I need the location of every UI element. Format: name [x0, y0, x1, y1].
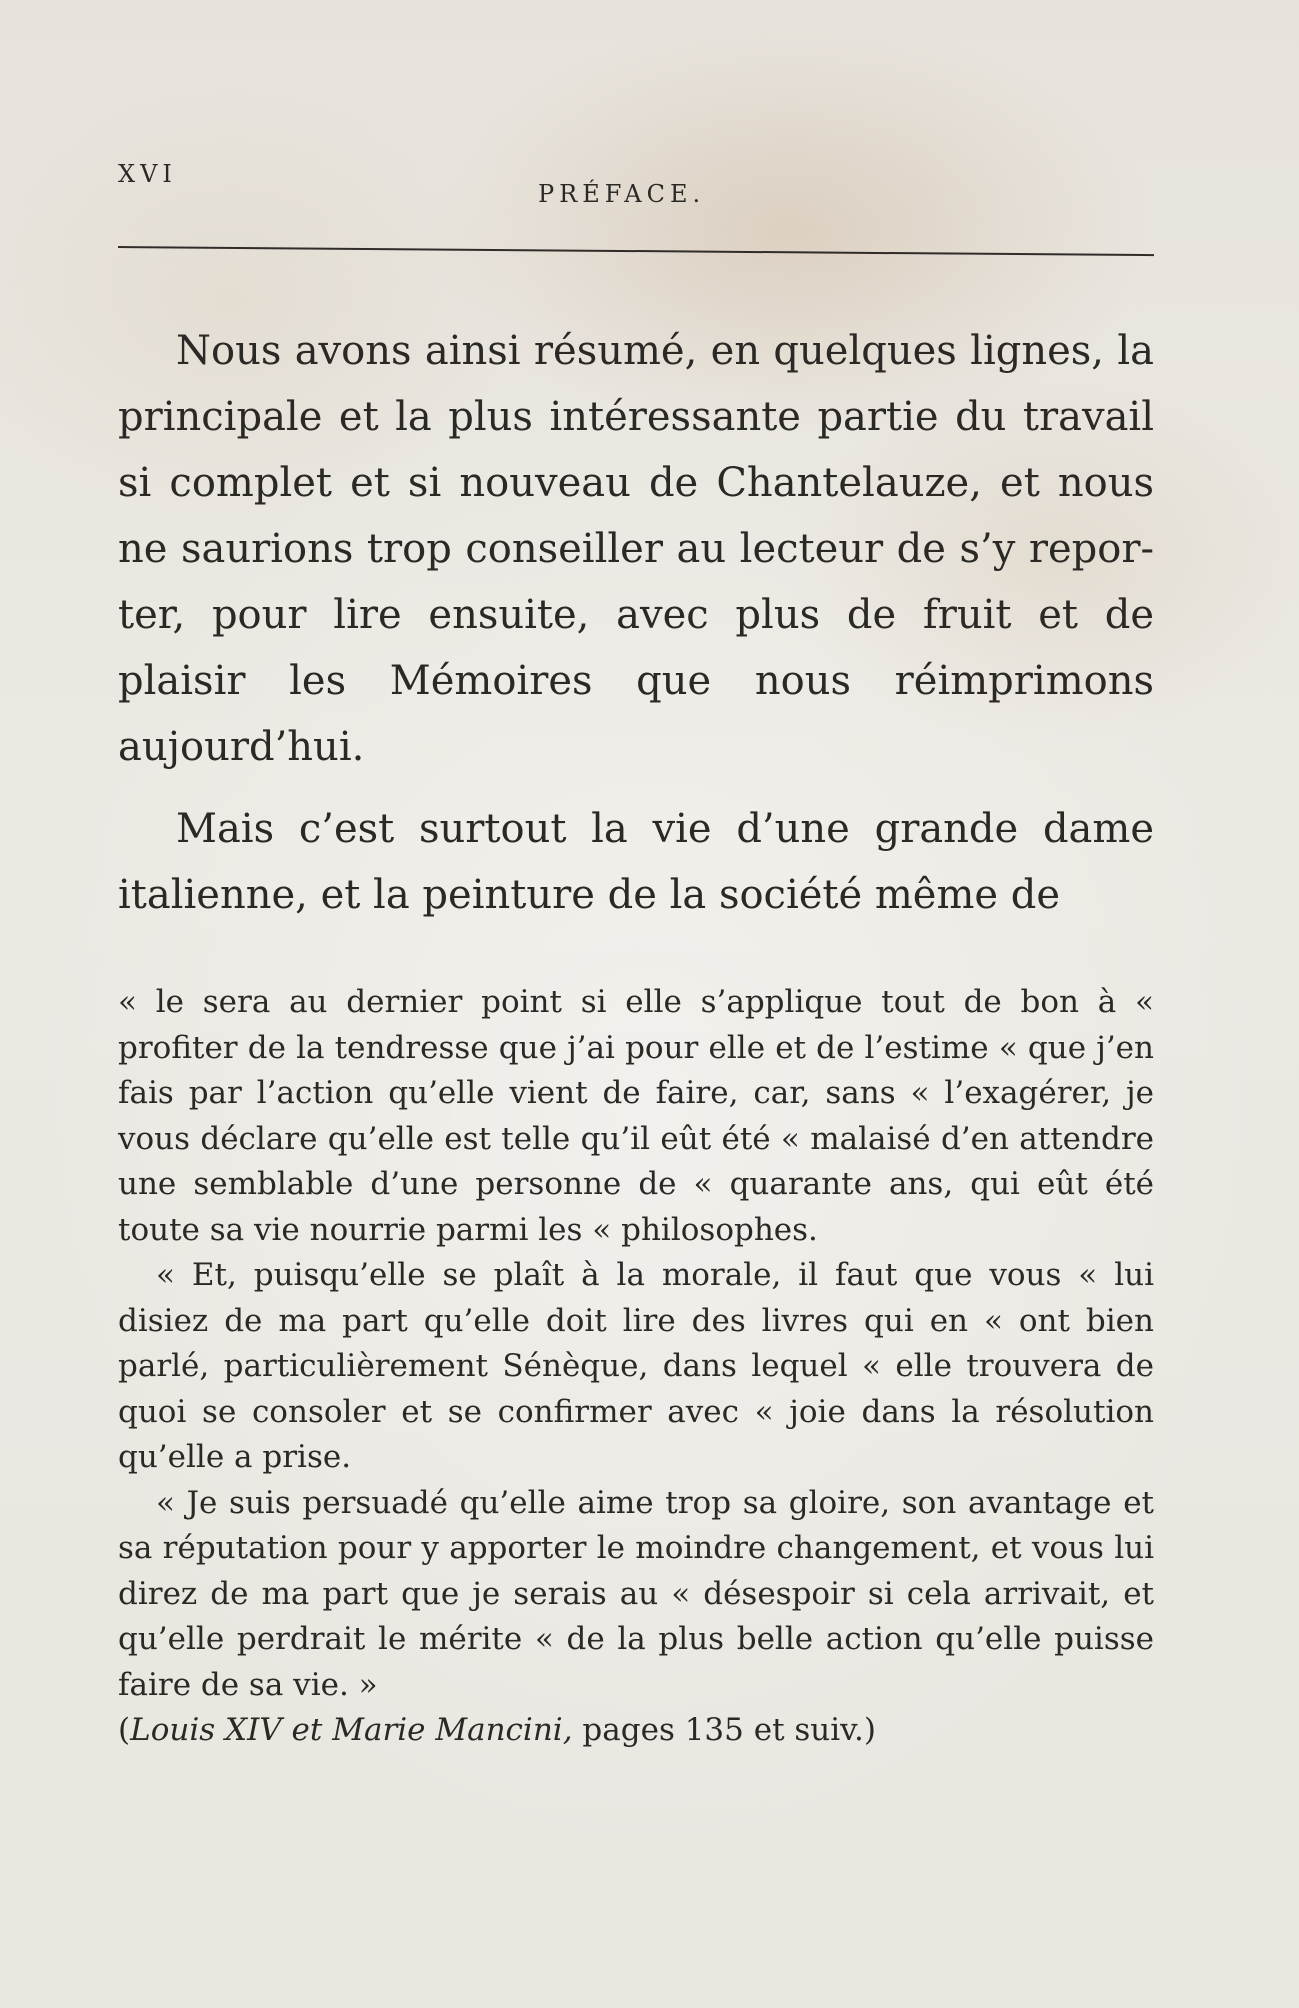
citation [118, 1708, 1154, 1754]
running-title: PRÉFACE. [538, 180, 706, 208]
quoted-letter [118, 980, 1154, 1754]
citation-pages: pages 135 et suiv.) [572, 1712, 876, 1748]
page-number: XVI [118, 160, 177, 188]
paragraph: Nous avons ainsi résumé, en quelques lignes, la principale et la plus intéressante partie du travail si complet et si nouveau de Chantelauze, et nous ne saurions trop conseiller au lecteur de s’y reporter, pour lire ensuite, avec plus de fruit et de plaisir les Mémoires que nous réimprimons aujourd’hui. [118, 328, 1154, 770]
paragraph: Mais c’est surtout la vie d’une grande dame italienne, et la peinture de la société même de [118, 806, 1154, 918]
citation-work: Louis XIV et Marie Mancini, [130, 1712, 573, 1748]
main-text [118, 318, 1154, 944]
quote-paragraph: « Je suis persuadé qu’elle aime trop sa gloire, son avantage et sa réputation pour y apporter le moindre changement, et vous lui direz de ma part que je serais au « désespoir si cela arrivait, et qu’elle perdrait le mérite « de la plus belle action qu’elle puisse faire de sa vie. » [118, 1484, 1154, 1703]
quote-paragraph: « Et, puisqu’elle se plaît à la morale, il faut que vous « lui disiez de ma part qu’elle doit lire des livres qui en « ont bien parlé, particulièrement Sénèque, dans lequel « elle trouvera de quoi se consoler et se confirmer avec « joie dans la résolution qu’elle a prise. [118, 1257, 1154, 1475]
header-rule [118, 246, 1154, 256]
quote-paragraph: « le sera au dernier point si elle s’applique tout de bon à « profiter de la tendresse que j’ai pour elle et de l’estime « que j’en fais par l’action qu’elle vient de faire, car, sans « l’exagérer, je vous déclare qu’elle est telle qu’il eût été « malaisé d’en attendre une semblable d’une personne de « quarante ans, qui eût été toute sa vie nourrie parmi les « philosophes. [118, 984, 1154, 1248]
citation-open: ( [118, 1712, 131, 1748]
running-head [118, 160, 1154, 210]
